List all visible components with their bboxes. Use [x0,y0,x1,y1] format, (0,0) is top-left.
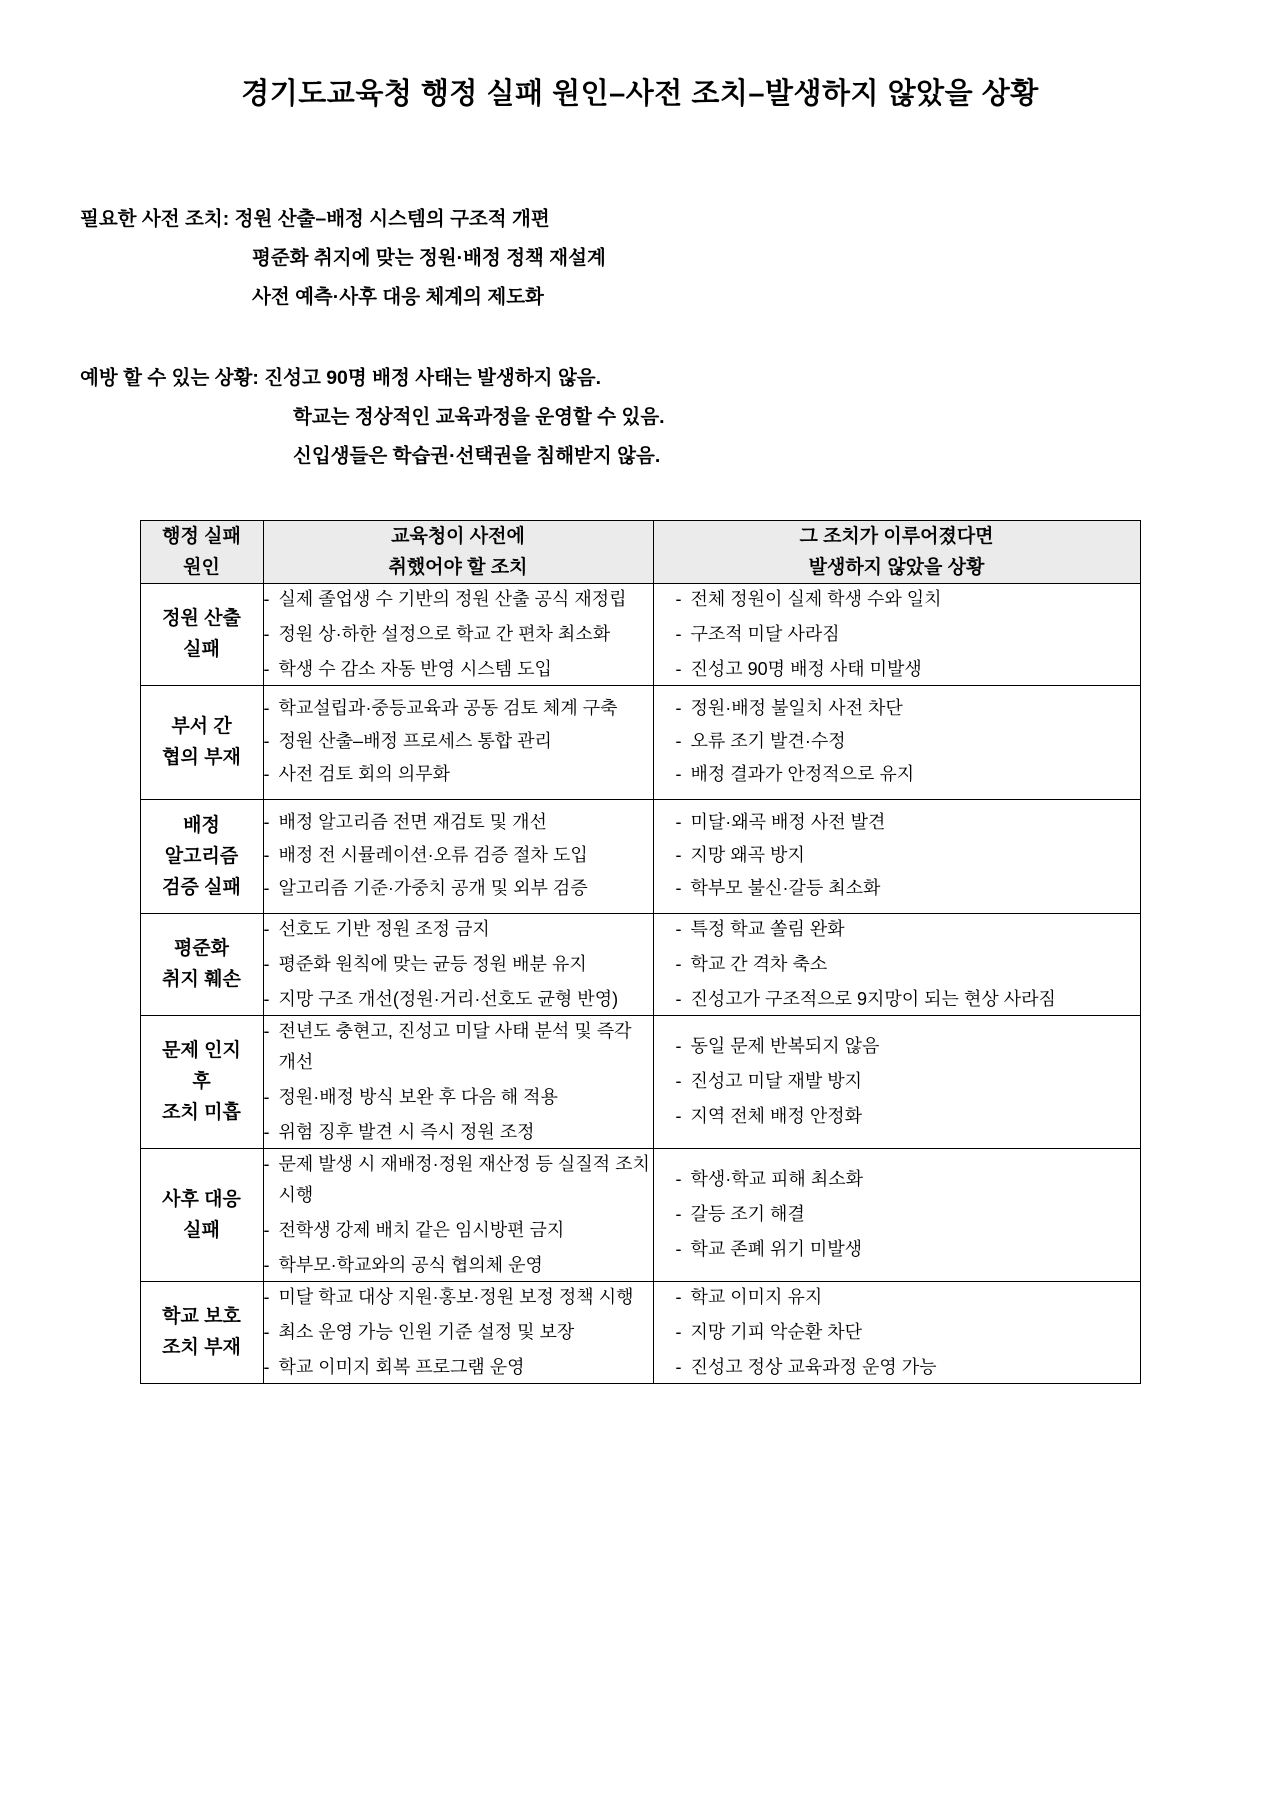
prevented-outcome-item: - 오류 조기 발견·수정 [676,726,1140,757]
cell-failure-cause [140,583,263,685]
prevented-outcome-item: - 학생·학교 피해 최소화 [676,1164,1140,1195]
failure-cause-line: 부서 간 [171,716,232,738]
table-row [140,913,1140,1015]
cell-prevented-outcomes [653,685,1140,799]
prevented-outcome-item: - 학교 간 격차 축소 [676,949,1140,980]
required-action-item: - 학교설립과·중등교육과 공동 검토 체계 구축 [264,693,653,724]
failure-cause-line: 평준화 [173,938,230,960]
required-action-item: - 위험 징후 발견 시 즉시 정원 조정 [264,1117,653,1148]
prevented-outcome-item: - 진성고 정상 교육과정 운영 가능 [676,1352,1140,1383]
prevented-outcome-item: - 미달·왜곡 배정 사전 발견 [676,807,1140,838]
required-action-item: - 배정 전 시뮬레이션·오류 검증 절차 도입 [264,840,653,871]
required-action-item: - 학부모·학교와의 공식 협의체 운영 [264,1250,653,1281]
prevented-outcome-item: - 진성고 90명 배정 사태 미발생 [676,654,1140,685]
intro-line: 학교는 정상적인 교육과정을 운영할 수 있음. [293,405,665,428]
required-action-item: - 최소 운영 가능 인원 기준 설정 및 보장 [264,1317,653,1348]
intro-line: 필요한 사전 조치: 정원 산출–배정 시스템의 구조적 개편 [80,207,550,230]
prevented-outcome-item-list [676,1031,1140,1132]
table-row [140,1015,1140,1148]
failure-cause-line: 조치 미흡 [162,1102,241,1124]
cell-required-actions [263,913,653,1015]
failure-cause-line: 협의 부재 [162,747,241,769]
cell-prevented-outcomes [653,1015,1140,1148]
table-row [140,799,1140,913]
prevented-outcome-item-list [676,693,1140,790]
failure-cause-line: 문제 인지 [162,1040,241,1062]
prevented-outcome-item-list [676,584,1140,685]
table-row [140,583,1140,685]
column-header-outcomes [653,520,1140,583]
intro-line: 신입생들은 학습권·선택권을 침해받지 않음. [293,444,661,467]
prevented-outcome-item: - 동일 문제 반복되지 않음 [676,1031,1140,1062]
cell-prevented-outcomes [653,1148,1140,1281]
prevented-outcome-item: - 특정 학교 쏠림 완화 [676,914,1140,945]
cell-failure-cause [140,1015,263,1148]
prevented-outcome-item: - 학부모 불신·갈등 최소화 [676,873,1140,904]
required-action-item: - 학생 수 감소 자동 반영 시스템 도입 [264,654,653,685]
page-title: 경기도교육청 행정 실패 원인–사전 조치–발생하지 않았을 상황 [241,78,1039,110]
required-action-item-list [264,1149,653,1281]
required-action-item: - 정원·배정 방식 보완 후 다음 해 적용 [264,1082,653,1113]
required-action-item: - 사전 검토 회의 의무화 [264,759,653,790]
prevented-outcome-item-list [676,1164,1140,1265]
prevented-outcome-item: - 정원·배정 불일치 사전 차단 [676,693,1140,724]
prevented-outcome-item: - 갈등 조기 해결 [676,1199,1140,1230]
column-header-actions [263,520,653,583]
required-action-item-list [264,1282,653,1383]
required-action-item-list [264,807,653,904]
cell-prevented-outcomes [653,1281,1140,1383]
prevented-outcome-item: - 전체 정원이 실제 학생 수와 일치 [676,584,1140,615]
required-action-item: - 문제 발생 시 재배정·정원 재산정 등 실질적 조치 시행 [264,1149,653,1211]
required-action-item-list [264,584,653,685]
table-row [140,1281,1140,1383]
intro-block-preventable-situations [0,359,1280,476]
prevented-outcome-item-list [676,807,1140,904]
failure-cause-line: 후 [192,1071,211,1093]
required-action-item: - 전년도 충현고, 진성고 미달 사태 분석 및 즉각 개선 [264,1016,653,1078]
required-action-item: - 배정 알고리즘 전면 재검토 및 개선 [264,807,653,838]
required-action-item: - 알고리즘 기준·가중치 공개 및 외부 검증 [264,873,653,904]
failure-cause-line: 검증 실패 [162,876,241,898]
prevented-outcome-item: - 학교 존폐 위기 미발생 [676,1234,1140,1265]
column-header-outcomes-line: 발생하지 않았을 상황 [808,556,985,578]
cell-failure-cause [140,1148,263,1281]
column-header-actions-line: 취했어야 할 조치 [388,556,528,578]
prevented-outcome-item-list [676,914,1140,1015]
required-action-item: - 선호도 기반 정원 조정 금지 [264,914,653,945]
failure-cause-line: 실패 [183,1219,220,1241]
failure-cause-line: 알고리즘 [164,845,239,867]
failure-cause-line: 학교 보호 [162,1306,241,1328]
column-header-cause-line: 원인 [183,556,220,578]
failure-cause-line: 조치 부재 [162,1337,241,1359]
prevented-outcome-item: - 지망 기피 악순환 차단 [676,1317,1140,1348]
cell-failure-cause [140,685,263,799]
failure-cause-line: 취지 훼손 [162,969,241,991]
required-action-item-list [264,693,653,790]
cell-failure-cause [140,1281,263,1383]
failure-cause-line: 정원 산출 [162,608,241,630]
prevented-outcome-item: - 지역 전체 배정 안정화 [676,1101,1140,1132]
failure-cause-line: 실패 [183,639,220,661]
cell-required-actions [263,1148,653,1281]
required-action-item: - 지망 구조 개선(정원·거리·선호도 균형 반영) [264,984,653,1015]
table-container [0,476,1280,1384]
cell-failure-cause [140,799,263,913]
cell-required-actions [263,1281,653,1383]
column-header-actions-line: 교육청이 사전에 [391,525,525,547]
cell-failure-cause [140,913,263,1015]
table-row [140,685,1140,799]
prevented-outcome-item: - 진성고 미달 재발 방지 [676,1066,1140,1097]
required-action-item-list [264,914,653,1015]
cell-required-actions [263,1015,653,1148]
intro-line: 평준화 취지에 맞는 정원·배정 정책 재설계 [252,246,606,269]
cell-prevented-outcomes [653,799,1140,913]
cell-prevented-outcomes [653,583,1140,685]
required-action-item: - 평준화 원칙에 맞는 균등 정원 배분 유지 [264,949,653,980]
prevented-outcome-item: - 구조적 미달 사라짐 [676,619,1140,650]
required-action-item-list [264,1016,653,1148]
intro-line: 사전 예측·사후 대응 체계의 제도화 [252,285,544,308]
column-header-cause-line: 행정 실패 [162,525,241,547]
required-action-item: - 학교 이미지 회복 프로그램 운영 [264,1352,653,1383]
column-header-outcomes-line: 그 조치가 이루어졌다면 [799,525,994,547]
required-action-item: - 전학생 강제 배치 같은 임시방편 금지 [264,1215,653,1246]
required-action-item: - 실제 졸업생 수 기반의 정원 산출 공식 재정립 [264,584,653,615]
table-row [140,1148,1140,1281]
cell-required-actions [263,799,653,913]
required-action-item: - 정원 상·하한 설정으로 학교 간 편차 최소화 [264,619,653,650]
prevented-outcome-item: - 진성고가 구조적으로 9지망이 되는 현상 사라짐 [676,984,1140,1015]
intro-block-required-actions [0,200,1280,317]
prevented-outcome-item-list [676,1282,1140,1383]
table-header-row [140,520,1140,583]
intro-line: 예방 할 수 있는 상황: 진성고 90명 배정 사태는 발생하지 않음. [80,366,602,389]
cell-required-actions [263,685,653,799]
prevented-outcome-item: - 배정 결과가 안정적으로 유지 [676,759,1140,790]
cell-prevented-outcomes [653,913,1140,1015]
table-body [140,583,1140,1383]
required-action-item: - 미달 학교 대상 지원·홍보·정원 보정 정책 시행 [264,1282,653,1313]
table-header [140,520,1140,583]
failure-analysis-table [140,520,1141,1384]
prevented-outcome-item: - 학교 이미지 유지 [676,1282,1140,1313]
column-header-cause [140,520,263,583]
cell-required-actions [263,583,653,685]
prevented-outcome-item: - 지망 왜곡 방지 [676,840,1140,871]
required-action-item: - 정원 산출–배정 프로세스 통합 관리 [264,726,653,757]
failure-cause-line: 배정 [183,814,220,836]
failure-cause-line: 사후 대응 [162,1188,241,1210]
